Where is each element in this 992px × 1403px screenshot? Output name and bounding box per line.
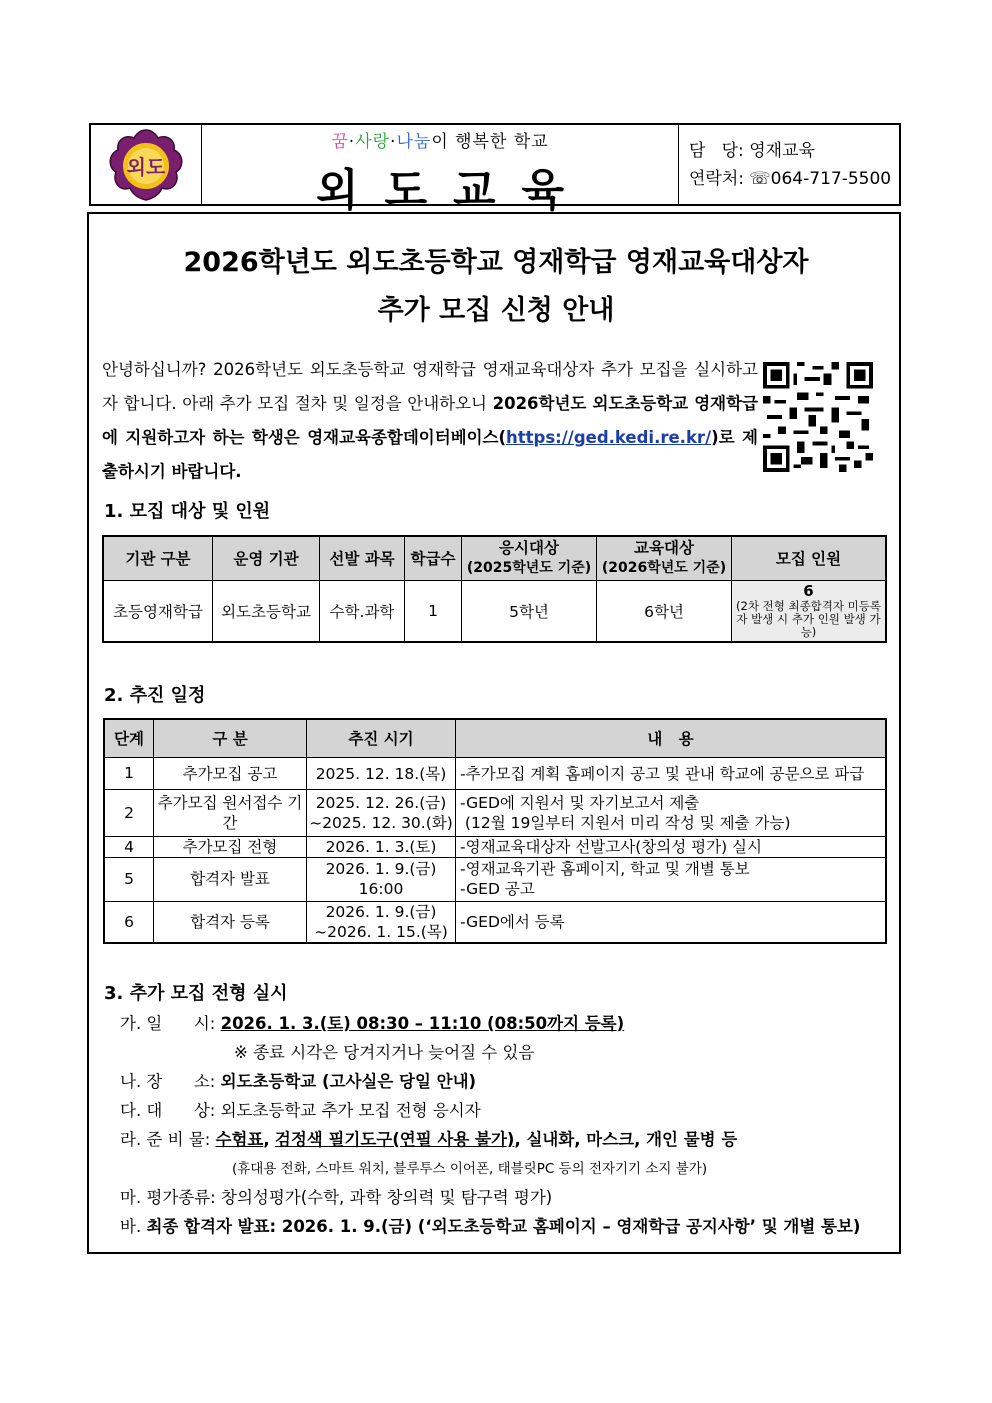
header-applicant-title: 응시대상 [499,539,559,558]
header-content: 내 용 [456,719,887,757]
final-value: 최종 합격자 발표: 2026. 1. 9.(금) (‘외도초등학교 홈페이지 – 영재학급 공지사항’ 및 개별 통보) [146,1217,861,1236]
datetime-value: 2026. 1. 3.(토) 08:30 – 11:10 (08:50까지 등록) [220,1014,625,1033]
category-cell: 합격자 등록 [154,901,307,943]
supplies-note: (휴대용 전화, 스마트 워치, 블루투스 이어폰, 태블릿PC 등의 전자기기 소지 불가) [232,1161,708,1177]
content-line-2: -GED 공고 [460,880,535,898]
category-cell: 합격자 발표 [154,857,307,901]
contact-label-1: 담 당: [689,141,744,161]
table-row [104,757,886,789]
qr-code-icon[interactable] [763,362,873,472]
period-line-2: ~2025. 12. 30.(화) [309,813,453,832]
period-cell [307,857,456,901]
contact-info [679,125,899,204]
period-cell: 2026. 1. 3.(토) [307,836,456,857]
slogan-part-2: 사랑 [355,132,391,152]
table-row [104,836,886,857]
header-classes: 학급수 [405,536,462,580]
slogan-rest: 이 행복한 학교 [431,132,549,152]
cell-operator: 외도초등학교 [213,580,320,642]
header-edu-basis: (2026학년도 기준) [601,560,727,577]
eval-value: 창의성평가(수학, 과학 창의력 및 탐구력 평가) [221,1188,553,1207]
supplies-value-1: 수험표 [215,1130,264,1149]
content-cell [456,857,887,901]
period-cell [307,901,456,943]
newsletter-name: 외도교육 [315,165,590,216]
document-title-line-1: 2026학년도 외도초등학교 영재학급 영재교육대상자 [183,247,809,278]
slogan-dot-1: · [348,132,356,152]
content-cell: -GED에서 등록 [456,901,887,943]
table-row [103,580,886,642]
schedule-table [103,718,887,944]
supplies-value-2: 검정색 필기도구(연필 사용 불가) [274,1130,515,1149]
header-subject: 선발 과목 [320,536,405,580]
intro-bold-text-1: 2026학년도 외도초등학교 영재학급에 지원하고자 하는 학생은 영재교육종합데이터베이스( [102,394,758,447]
logo-text: 외도 [126,154,166,179]
slogan-part-3: 나눔 [396,132,432,152]
cell-subject: 수학.과학 [320,580,405,642]
table-row [104,901,886,943]
content-line-2: (12월 19일부터 지원서 미리 작성 및 제출 가능) [460,813,791,832]
step-cell: 4 [104,836,154,857]
slogan [202,127,678,152]
cell-org-type: 초등영재학급 [103,580,213,642]
contact-value-1: 영재교육 [749,141,815,161]
school-emblem-icon [106,128,186,202]
slogan-part-1: 꿈 [331,132,349,152]
step-cell: 1 [104,757,154,789]
ged-link[interactable]: https://ged.kedi.re.kr/ [506,428,712,447]
supplies-value-3: , 실내화, 마스크, 개인 물병 등 [514,1130,738,1149]
section-1-heading: 1. 모집 대상 및 인원 [104,501,271,522]
item-target [120,1097,481,1121]
recruitment-table [102,535,887,643]
header-period: 추진 시기 [307,719,456,757]
content-cell: -추가모집 계획 홈페이지 공고 및 관내 학교에 공문으로 파급 [456,757,887,789]
step-cell: 2 [104,789,154,836]
item-location [120,1068,476,1092]
category-cell: 추가모집 공고 [154,757,307,789]
header-edu-target [597,536,732,580]
period-line-1: 2026. 1. 9.(금) [325,902,437,921]
header-step: 단계 [104,719,154,757]
contact-value-2: ☏064-717-5500 [749,169,892,189]
document-title-line-2: 추가 모집 신청 안내 [377,295,615,326]
content-line-1: -영재교육기관 홈페이지, 학교 및 개별 통보 [460,860,750,878]
eval-label: 마. 평가종류: [120,1188,216,1207]
item-eval-type [120,1184,552,1208]
header-edu-title: 교육대상 [634,539,694,558]
target-value: 외도초등학교 추가 모집 전형 응시자 [220,1101,481,1120]
newsletter-title-cell [202,125,679,216]
content-cell: -영재교육대상자 선발고사(창의성 평가) 실시 [456,836,887,857]
step-cell: 5 [104,857,154,901]
target-label: 다. 대 상: [120,1101,216,1120]
header-operator: 운영 기관 [213,536,320,580]
header-category: 구 분 [154,719,307,757]
cell-applicant: 5학년 [462,580,597,642]
location-value: 외도초등학교 (고사실은 당일 안내) [220,1072,477,1091]
datetime-label: 가. 일 시: [120,1014,216,1033]
section-3-heading: 3. 추가 모집 전형 실시 [104,983,288,1004]
category-cell: 추가모집 전형 [154,836,307,857]
cell-classes: 1 [405,580,462,642]
period-cell [307,789,456,836]
item-supplies: 라. 준 비 물: 수험표, 검정색 필기도구(연필 사용 불가), 실내화, 마스크, 개인 물병 등 [120,1130,738,1149]
section-2-heading: 2. 추진 일정 [104,685,206,706]
header-applicant [462,536,597,580]
cell-edu-target: 6학년 [597,580,732,642]
category-cell: 추가모집 원서접수 기간 [154,789,307,836]
item-final-announcement [120,1213,860,1237]
period-line-2: 16:00 [358,880,404,898]
newsletter-header [89,123,901,216]
datetime-note: ※ 종료 시각은 당겨지거나 늦어질 수 있음 [234,1043,535,1062]
final-label: 바. [120,1217,142,1236]
supplies-label: 라. 준 비 물: [120,1130,211,1149]
slogan-dot-2: · [390,132,397,152]
content-line-1: -GED에 지원서 및 자기보고서 제출 [460,793,700,812]
contact-label-2: 연락처: [689,169,744,189]
table-row [104,789,886,836]
header-count: 모집 인원 [732,536,887,580]
period-line-2: ~2026. 1. 15.(목) [314,922,448,941]
table-row [104,857,886,901]
period-line-1: 2026. 1. 9.(금) [325,860,437,878]
header-org-type: 기관 구분 [103,536,213,580]
intro-paragraph [102,353,758,489]
location-label: 나. 장 소: [120,1072,216,1091]
period-line-1: 2025. 12. 26.(금) [315,793,447,812]
school-logo-cell [91,125,202,204]
intro-normal-text: 안녕하십니까? 2026학년도 외도초등학교 영재학급 영재교육대상자 추가 모집을 실시하고자 합니다. 아래 추가 모집 절차 및 일정을 안내하오니 [102,360,758,413]
step-cell: 6 [104,901,154,943]
header-applicant-basis: (2025학년도 기준) [466,560,592,577]
count-value: 6 [803,582,814,601]
cell-count [732,580,887,642]
count-note: (2차 전형 최종합격자 미등록자 발생 시 추가 인원 발생 가능) [736,599,881,640]
content-cell [456,789,887,836]
intro-bold-text-2: )로 제출하시기 바랍니다. [102,428,758,481]
item-datetime [120,1010,624,1034]
period-cell: 2025. 12. 18.(목) [307,757,456,789]
